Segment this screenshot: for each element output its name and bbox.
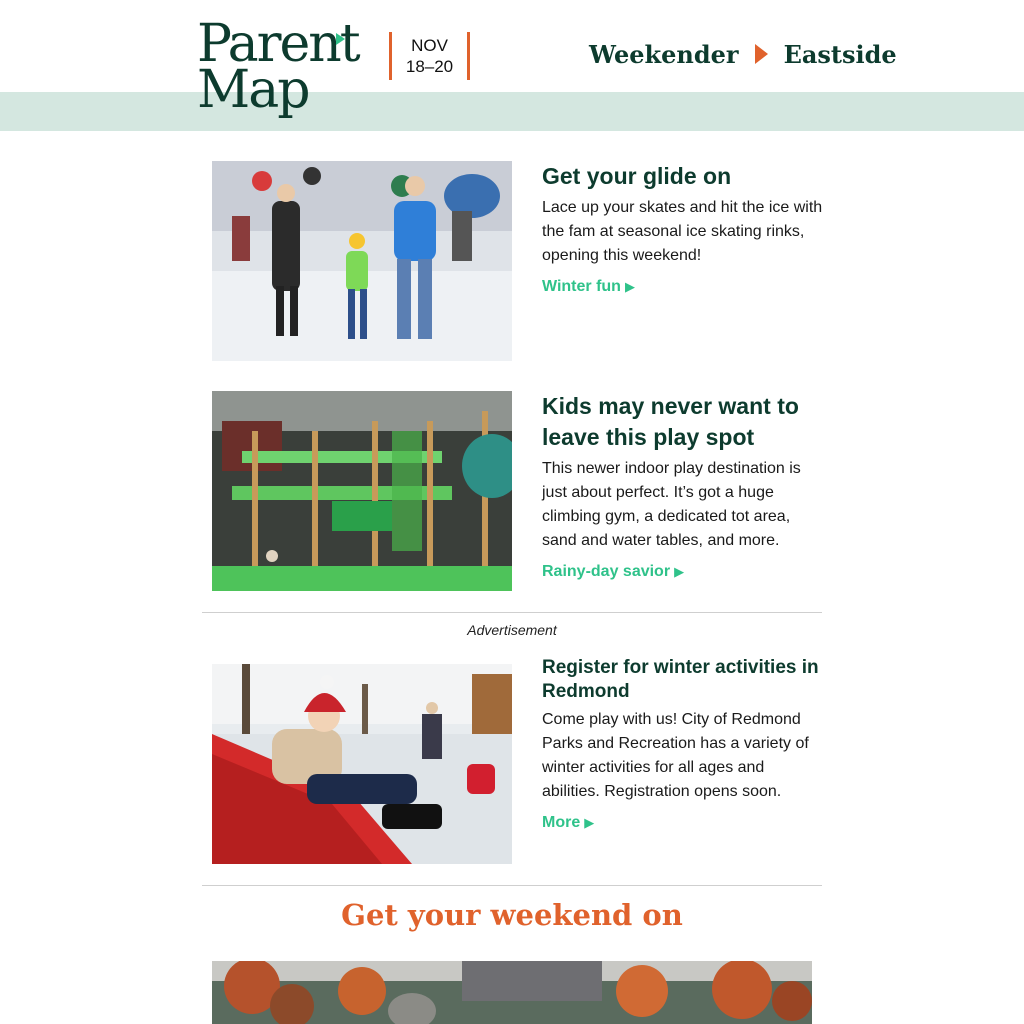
advertisement-headline[interactable]: Register for winter activities in Redmond	[542, 657, 819, 702]
edition-name: Weekender	[589, 39, 739, 69]
child-on-slide-photo[interactable]	[212, 664, 512, 864]
article-text	[542, 391, 824, 581]
rainy-day-savior-link[interactable]	[542, 563, 684, 581]
edition-arrow-icon	[755, 44, 768, 64]
logo-text-parent: Parent	[197, 14, 359, 74]
header-band	[0, 92, 1024, 131]
logo-text-map: Map	[197, 60, 309, 120]
email-header	[0, 0, 1024, 131]
link-label: More	[542, 814, 581, 831]
edition-region: Eastside	[783, 39, 897, 69]
link-label: Rainy-day savior	[542, 563, 671, 580]
link-label: Winter fun	[542, 278, 621, 295]
article-description: Lace up your skates and hit the ice with the fam at seasonal ice skating rinks, opening this weekend!	[542, 199, 823, 264]
logo-play-icon	[336, 33, 345, 45]
divider	[202, 885, 822, 886]
date-badge	[389, 32, 470, 80]
play-arrow-icon: ▶	[674, 564, 685, 579]
date-range: 18–20	[405, 57, 454, 76]
winter-fun-link[interactable]	[542, 278, 635, 296]
play-arrow-icon: ▶	[624, 279, 635, 294]
section-title: Get your weekend on	[341, 898, 683, 932]
article-headline[interactable]: Get your glide on	[542, 163, 732, 189]
parentmap-logo[interactable]	[197, 16, 357, 120]
advertisement-label: Advertisement	[467, 622, 557, 638]
date-month: NOV	[411, 36, 448, 55]
article-text	[542, 161, 824, 296]
advertisement-description: Come play with us! City of Redmond Parks and Recreation has a variety of winter activities for all ages and abilities. Registration opens soon.	[542, 711, 809, 800]
edition-title	[589, 36, 897, 72]
advertisement-text	[542, 656, 824, 832]
article-description: This newer indoor play destination is just about perfect. It’s got a huge climbing gym, a dedicated tot area, sand and water tables, and more.	[542, 460, 801, 549]
divider	[202, 612, 822, 613]
play-arrow-icon: ▶	[584, 815, 595, 830]
article-card	[212, 161, 824, 361]
autumn-park-photo[interactable]	[212, 961, 812, 1024]
more-link[interactable]	[542, 814, 594, 832]
article-card	[212, 391, 824, 591]
article-headline[interactable]: Kids may never want to leave this play spot	[542, 393, 799, 450]
advertisement-card	[212, 656, 824, 864]
ice-skating-photo[interactable]	[212, 161, 512, 361]
indoor-play-gym-photo[interactable]	[212, 391, 512, 591]
